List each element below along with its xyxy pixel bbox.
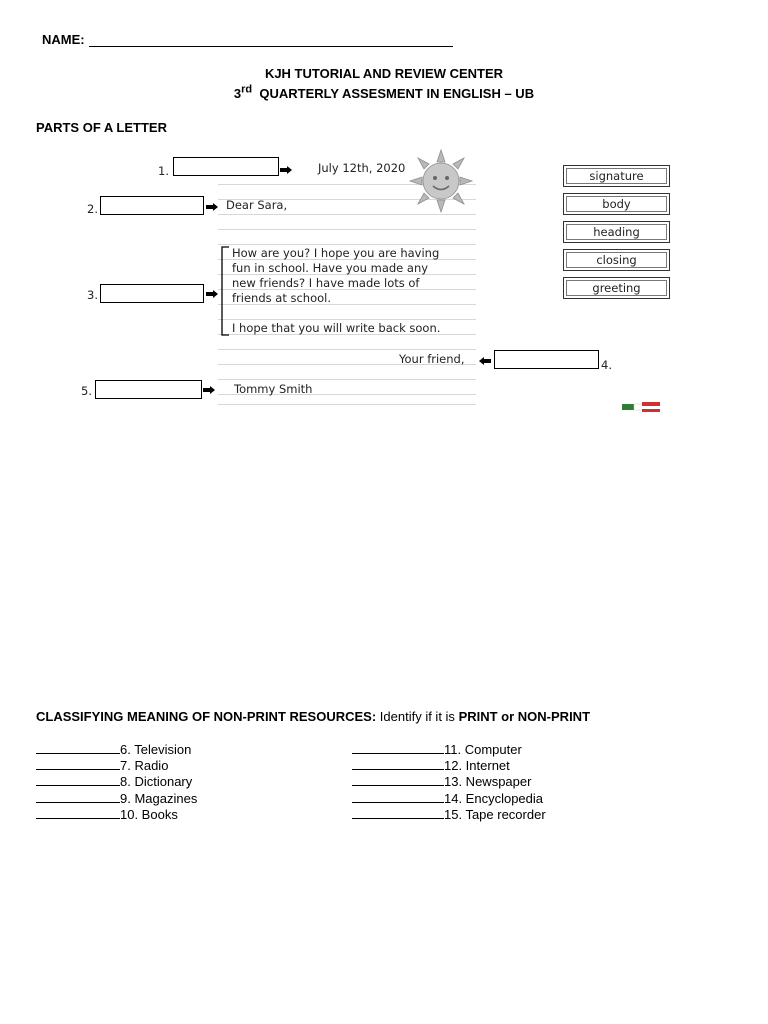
answer-blank[interactable] bbox=[36, 807, 120, 819]
arrow-right-icon bbox=[206, 290, 218, 298]
items-column-right bbox=[352, 742, 546, 823]
paper-line bbox=[218, 379, 476, 380]
word-bank-item: body bbox=[563, 193, 670, 215]
school-title: KJH TUTORIAL AND REVIEW CENTER bbox=[264, 66, 504, 81]
sun-icon bbox=[408, 148, 474, 214]
list-item bbox=[352, 742, 546, 758]
list-item bbox=[36, 758, 197, 774]
list-item bbox=[36, 807, 197, 823]
arrow-right-icon bbox=[280, 166, 292, 174]
arrow-left-icon bbox=[479, 357, 491, 365]
word-bank-item: greeting bbox=[563, 277, 670, 299]
grade-suffix: rd bbox=[241, 83, 253, 96]
letter-greeting: Dear Sara, bbox=[226, 198, 288, 212]
item-label: 10. Books bbox=[120, 806, 178, 822]
letter-body-line: friends at school. bbox=[232, 291, 332, 305]
item-label: 14. Encyclopedia bbox=[444, 790, 544, 806]
section1-title: PARTS OF A LETTER bbox=[36, 120, 167, 135]
flag-icon bbox=[622, 402, 662, 412]
letter-body-line: How are you? I hope you are having bbox=[232, 246, 440, 260]
letter-body-line: fun in school. Have you made any bbox=[232, 261, 429, 275]
label-number-5: 5. bbox=[81, 384, 92, 398]
paper-line bbox=[218, 229, 476, 230]
item-label: 8. Dictionary bbox=[120, 774, 193, 790]
list-item bbox=[36, 791, 197, 807]
answer-blank[interactable] bbox=[352, 742, 444, 754]
answer-box-4[interactable] bbox=[494, 350, 599, 369]
answer-blank[interactable] bbox=[36, 791, 120, 803]
section2-title: CLASSIFYING MEANING OF NON-PRINT RESOURCES: bbox=[36, 709, 377, 724]
letter-signature: Tommy Smith bbox=[234, 382, 313, 396]
grade-number: 3 bbox=[233, 86, 242, 101]
list-item bbox=[352, 758, 546, 774]
list-item bbox=[352, 807, 546, 823]
item-label: 6. Television bbox=[120, 742, 192, 757]
paper-line bbox=[218, 404, 476, 405]
paper-line bbox=[218, 214, 476, 215]
item-label: 11. Computer bbox=[444, 742, 522, 757]
label-number-3: 3. bbox=[87, 288, 98, 302]
item-label: 13. Newspaper bbox=[444, 774, 532, 790]
answer-blank[interactable] bbox=[36, 742, 120, 754]
body-bracket bbox=[220, 246, 230, 336]
word-bank-item: closing bbox=[563, 249, 670, 271]
paper-line bbox=[218, 349, 476, 350]
word-bank-item: signature bbox=[563, 165, 670, 187]
item-label: 15. Tape recorder bbox=[444, 806, 546, 822]
answer-box-1[interactable] bbox=[173, 157, 279, 176]
answer-blank[interactable] bbox=[36, 774, 120, 786]
list-item bbox=[36, 742, 197, 758]
paper-line bbox=[218, 319, 476, 320]
arrow-right-icon bbox=[203, 386, 215, 394]
answer-blank[interactable] bbox=[352, 791, 444, 803]
item-label: 9. Magazines bbox=[120, 790, 198, 806]
answer-blank[interactable] bbox=[352, 774, 444, 786]
list-item bbox=[36, 774, 197, 790]
list-item bbox=[352, 791, 546, 807]
item-label: 12. Internet bbox=[444, 758, 510, 774]
answer-blank[interactable] bbox=[352, 758, 444, 770]
answer-box-5[interactable] bbox=[95, 380, 202, 399]
paper-line bbox=[218, 244, 476, 245]
letter-body-line: new friends? I have made lots of bbox=[232, 276, 420, 290]
label-number-4: 4. bbox=[601, 358, 612, 372]
section2-heading bbox=[36, 709, 590, 724]
answer-blank[interactable] bbox=[36, 758, 120, 770]
answer-box-2[interactable] bbox=[100, 196, 204, 215]
answer-blank[interactable] bbox=[352, 807, 444, 819]
section2-choice: PRINT or NON-PRINT bbox=[458, 709, 591, 724]
label-number-2: 2. bbox=[87, 202, 98, 216]
list-item bbox=[352, 774, 546, 790]
answer-box-3[interactable] bbox=[100, 284, 204, 303]
item-label: 7. Radio bbox=[120, 758, 169, 774]
name-label: NAME: bbox=[42, 32, 85, 47]
word-bank-item: heading bbox=[563, 221, 670, 243]
letter-date: July 12th, 2020 bbox=[318, 161, 406, 175]
letter-body-line: I hope that you will write back soon. bbox=[232, 321, 441, 335]
items-column-left bbox=[36, 742, 197, 823]
label-number-1: 1. bbox=[158, 164, 169, 178]
section2-instruction: Identify if it is bbox=[376, 709, 459, 724]
exam-title-text: QUARTERLY ASSESMENT IN ENGLISH – UB bbox=[259, 86, 535, 101]
letter-closing: Your friend, bbox=[399, 352, 465, 366]
letter-diagram bbox=[0, 0, 768, 420]
arrow-right-icon bbox=[206, 203, 218, 211]
